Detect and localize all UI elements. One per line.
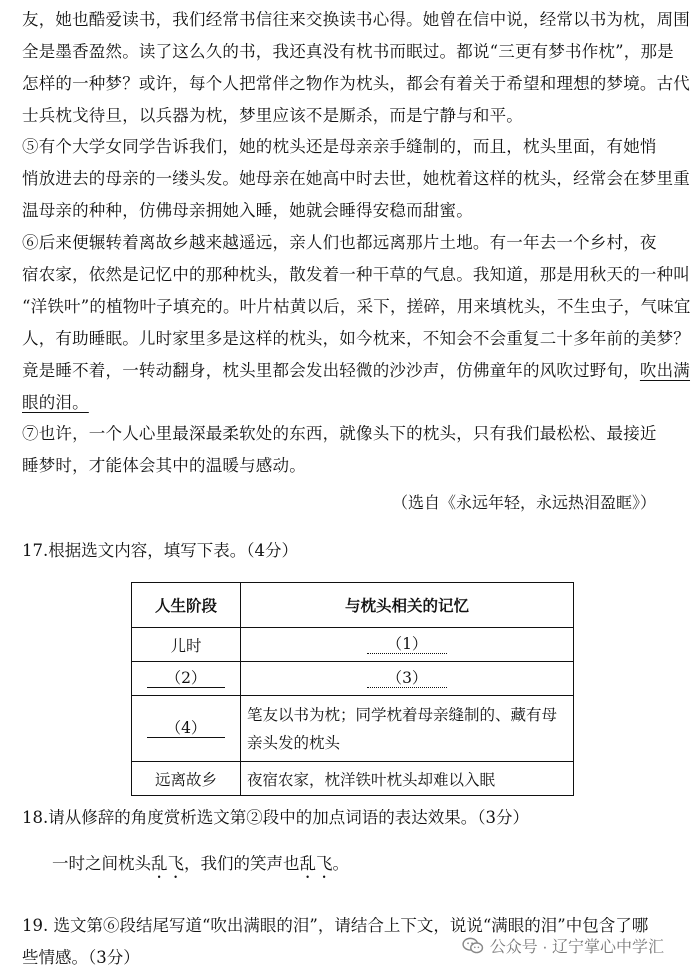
text-line: “洋铁叶”的植物叶子填充的。叶片枯黄以后，采下，搓碎，用来填枕头，不生虫子，气味宜 (22, 297, 691, 316)
dotted-word: 乱飞 (299, 854, 333, 873)
text-line: ⑤有个大学女同学告诉我们，她的枕头还是母亲亲手缝制的，而且，枕头里面，有她悄 (22, 137, 657, 156)
table-cell[interactable] (132, 696, 241, 762)
question-19-line2: 些情感。（3分） (22, 948, 140, 967)
dotted-word: 乱飞 (151, 854, 184, 873)
text-line: 温母亲的种种，仿佛母亲拥她入睡，她就会睡得安稳而甜蜜。 (22, 201, 473, 220)
text-line: 士兵枕戈待旦，以兵器为枕，梦里应该不是厮杀，而是宁静与和平。 (22, 106, 523, 125)
memory-table (131, 582, 574, 796)
text-line (22, 387, 658, 419)
paragraph-top (22, 4, 690, 132)
table-row (132, 762, 574, 796)
text-line (22, 355, 691, 387)
table-header: 人生阶段 (132, 583, 241, 628)
table-row (132, 662, 574, 696)
paragraph-7 (22, 418, 658, 482)
table-cell: 夜宿农家，枕洋铁叶枕头却难以入眠 (241, 762, 574, 796)
text-line: 宿农家，依然是记忆中的那种枕头，散发着一种干草的气息。我知道，那是用秋天的一种叫 (22, 265, 690, 284)
underlined-phrase: 眼的泪。 (22, 393, 89, 412)
table-header: 与枕头相关的记忆 (241, 583, 574, 628)
quote-text: 一时之间枕头 (52, 854, 151, 873)
passage-source: （选自《永远年轻，永远热泪盈眶》） (391, 493, 656, 512)
answer-blank-3[interactable]: （3） (367, 669, 447, 688)
watermark-text: 公众号 · 辽宁掌心中学汇 (489, 939, 664, 956)
paragraph-5 (22, 131, 690, 227)
question-18-prompt: 18.请从修辞的角度赏析选文第②段中的加点词语的表达效果。（3分） (22, 808, 529, 827)
watermark (462, 934, 664, 957)
question-18-quote (52, 850, 349, 882)
text-line: 睡梦时，才能体会其中的温暖与感动。 (22, 456, 306, 475)
table-row (132, 628, 574, 662)
text-line: 悄放进去的母亲的一缕头发。她母亲在她高中时去世，她枕着这样的枕头，经常会在梦里重 (22, 169, 690, 188)
text-line: 人，有助睡眠。儿时家里多是这样的枕头，如今枕来，不知会不会重复二十多年前的美梦？ (22, 329, 690, 348)
text-line: 全是墨香盈然。读了这么久的书，我还真没有枕书而眠过。都说“三更有梦书作枕”，那是 (22, 42, 674, 61)
table-cell: 笔友以书为枕；同学枕着母亲缝制的、藏有母亲头发的枕头 (241, 696, 574, 762)
table-cell: 远离故乡 (132, 762, 241, 796)
table-header-row (132, 583, 574, 628)
text-line: ⑥后来便辗转着离故乡越来越遥远，亲人们也都远离那片土地。有一年去一个乡村，夜 (22, 233, 657, 252)
underlined-phrase: 吹出满 (639, 361, 691, 380)
text-line: ⑦也许，一个人心里最深最柔软处的东西，就像头下的枕头，只有我们最松松、最接近 (22, 424, 657, 443)
table-cell: 儿时 (132, 628, 241, 662)
answer-blank-4[interactable]: （4） (147, 719, 225, 738)
wechat-icon (462, 937, 484, 955)
answer-blank-2[interactable]: （2） (147, 669, 225, 688)
text-line: 怎样的一种梦？或许，每个人把常伴之物作为枕头，都会有着关于希望和理想的梦境。古代 (22, 74, 690, 93)
table-cell[interactable] (241, 628, 574, 662)
text-line: 友，她也酷爱读书，我们经常书信往来交换读书心得。她曾在信中说，经常以书为枕，周围 (22, 10, 690, 29)
table-cell[interactable] (241, 662, 574, 696)
answer-blank-1[interactable]: （1） (367, 635, 447, 654)
text-segment: 竟是睡不着，一转动翻身，枕头里都会发出轻微的沙沙声，仿佛童年的风吹过野旬， (22, 361, 640, 380)
question-19-line1: 19. 选文第⑥段结尾写道“吹出满眼的泪”，请结合上下文，说说“满眼的泪”中包含了哪 (22, 916, 649, 935)
paragraph-6 (22, 227, 691, 419)
quote-text: 。 (332, 854, 349, 873)
table-row (132, 696, 574, 762)
table-cell[interactable] (132, 662, 241, 696)
question-17-prompt: 17.根据选文内容，填写下表。（4分） (22, 541, 298, 560)
quote-text: ，我们的笑声也 (184, 854, 300, 873)
